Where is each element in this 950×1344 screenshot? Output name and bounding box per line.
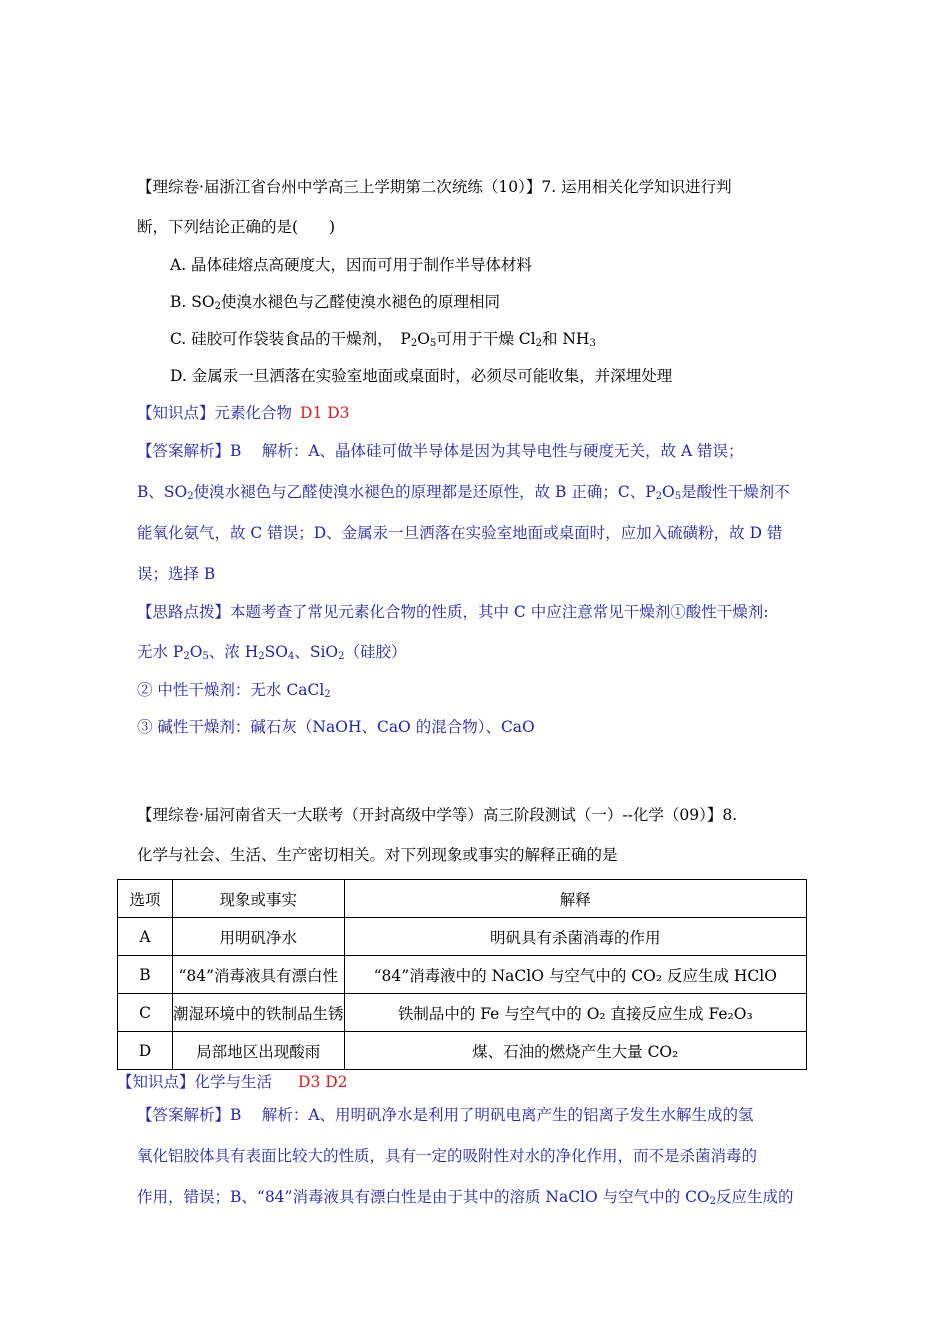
table-row (118, 956, 807, 994)
q1-knowledge-point: 【知识点】元素化合物 D1 D3 (137, 404, 350, 422)
q2-knowledge-point: 【知识点】化学与生活 D3 D2 (117, 1073, 348, 1091)
table-header-explanation: 解释 (344, 880, 806, 918)
table-cell: 煤、石油的燃烧产生大量 CO₂ (344, 1032, 806, 1070)
table-cell: B (118, 956, 173, 994)
q1-knowledge-codes: D1 D3 (300, 404, 350, 422)
q1-answer-line3: 能氧化氨气，故 C 错误；D、金属汞一旦洒落在实验室地面或桌面时，应加入硫磺粉，故 D 错 (137, 524, 783, 542)
table-cell: 明矾具有杀菌消毒的作用 (344, 918, 806, 956)
table-cell: 铁制品中的 Fe 与空气中的 O₂ 直接反应生成 Fe₂O₃ (344, 994, 806, 1032)
q2-answer-line2: 氧化铝胶体具有表面比较大的性质，具有一定的吸附性对水的净化作用，而不是杀菌消毒的 (137, 1147, 758, 1165)
table-cell: 潮湿环境中的铁制品生锈 (173, 994, 345, 1032)
table-cell: 局部地区出现酸雨 (173, 1032, 345, 1070)
table-cell: 用明矾净水 (173, 918, 345, 956)
table-cell: “84”消毒液中的 NaClO 与空气中的 CO₂ 反应生成 HClO (344, 956, 806, 994)
q2-answer-line3: 作用，错误；B、“84”消毒液具有漂白性是由于其中的溶质 NaClO 与空气中的 $CO_2$反应生成的 (137, 1188, 794, 1207)
q1-tip-line2: 无水 $P_2O_5$、浓 $H_2SO_4$、SiO$_2$（硅胶） (137, 643, 407, 662)
q2-knowledge-codes: D3 D2 (298, 1073, 348, 1091)
q2-options-table (117, 879, 807, 1070)
table-row (118, 994, 807, 1032)
q1-answer-line2: B、$SO_2$使溴水褪色与乙醛使溴水褪色的原理都是还原性，故 B 正确；C、$P_2O_5$是酸性干燥剂不 (137, 483, 790, 502)
q1-option-a: A. 晶体硅熔点高硬度大，因而可用于制作半导体材料 (170, 256, 533, 274)
q1-title-line1: 【理综卷·届浙江省台州中学高三上学期第二次统练（10）】7. 运用相关化学知识进行判 (137, 178, 732, 196)
table-header-row (118, 880, 807, 918)
q1-tip-line3: ② 中性干燥剂：无水 CaCl$_2$ (137, 681, 331, 700)
q1-tip-line4: ③ 碱性干燥剂：碱石灰（NaOH、CaO 的混合物）、CaO (137, 718, 535, 736)
q2-answer-line1: 【答案解析】B 解析：A、用明矾净水是利用了明矾电离产生的铝离子发生水解生成的氢 (137, 1106, 754, 1124)
table-row (118, 1032, 807, 1070)
q1-option-c: C. 硅胶可作袋装食品的干燥剂， $P_2O_5$可用于干燥 $Cl_2$和 $NH_3$ (170, 330, 596, 349)
q1-title-line2: 断，下列结论正确的是( ) (137, 218, 336, 236)
q1-answer-line4: 误；选择 B (137, 565, 216, 583)
table-header-option: 选项 (118, 880, 173, 918)
table-cell: “84”消毒液具有漂白性 (173, 956, 345, 994)
table-row (118, 918, 807, 956)
q1-tip-line1: 【思路点拨】本题考查了常见元素化合物的性质，其中 C 中应注意常见干燥剂①酸性干燥剂: (137, 603, 769, 621)
q1-option-d: D. 金属汞一旦洒落在实验室地面或桌面时，必须尽可能收集，并深埋处理 (170, 367, 673, 385)
q1-option-b: B. $SO_2$使溴水褪色与乙醛使溴水褪色的原理相同 (170, 293, 500, 312)
q2-title-line2: 化学与社会、生活、生产密切相关。对下列现象或事实的解释正确的是 (137, 846, 618, 864)
table-cell: D (118, 1032, 173, 1070)
table-cell: A (118, 918, 173, 956)
q1-answer-line1: 【答案解析】B 解析：A、晶体硅可做半导体是因为其导电性与硬度无关，故 A 错误； (137, 442, 744, 460)
table-cell: C (118, 994, 173, 1032)
q2-title-line1: 【理综卷·届河南省天一大联考（开封高级中学等）高三阶段测试（一）--化学（09）】8. (137, 806, 738, 824)
table-header-phenomenon: 现象或事实 (173, 880, 345, 918)
